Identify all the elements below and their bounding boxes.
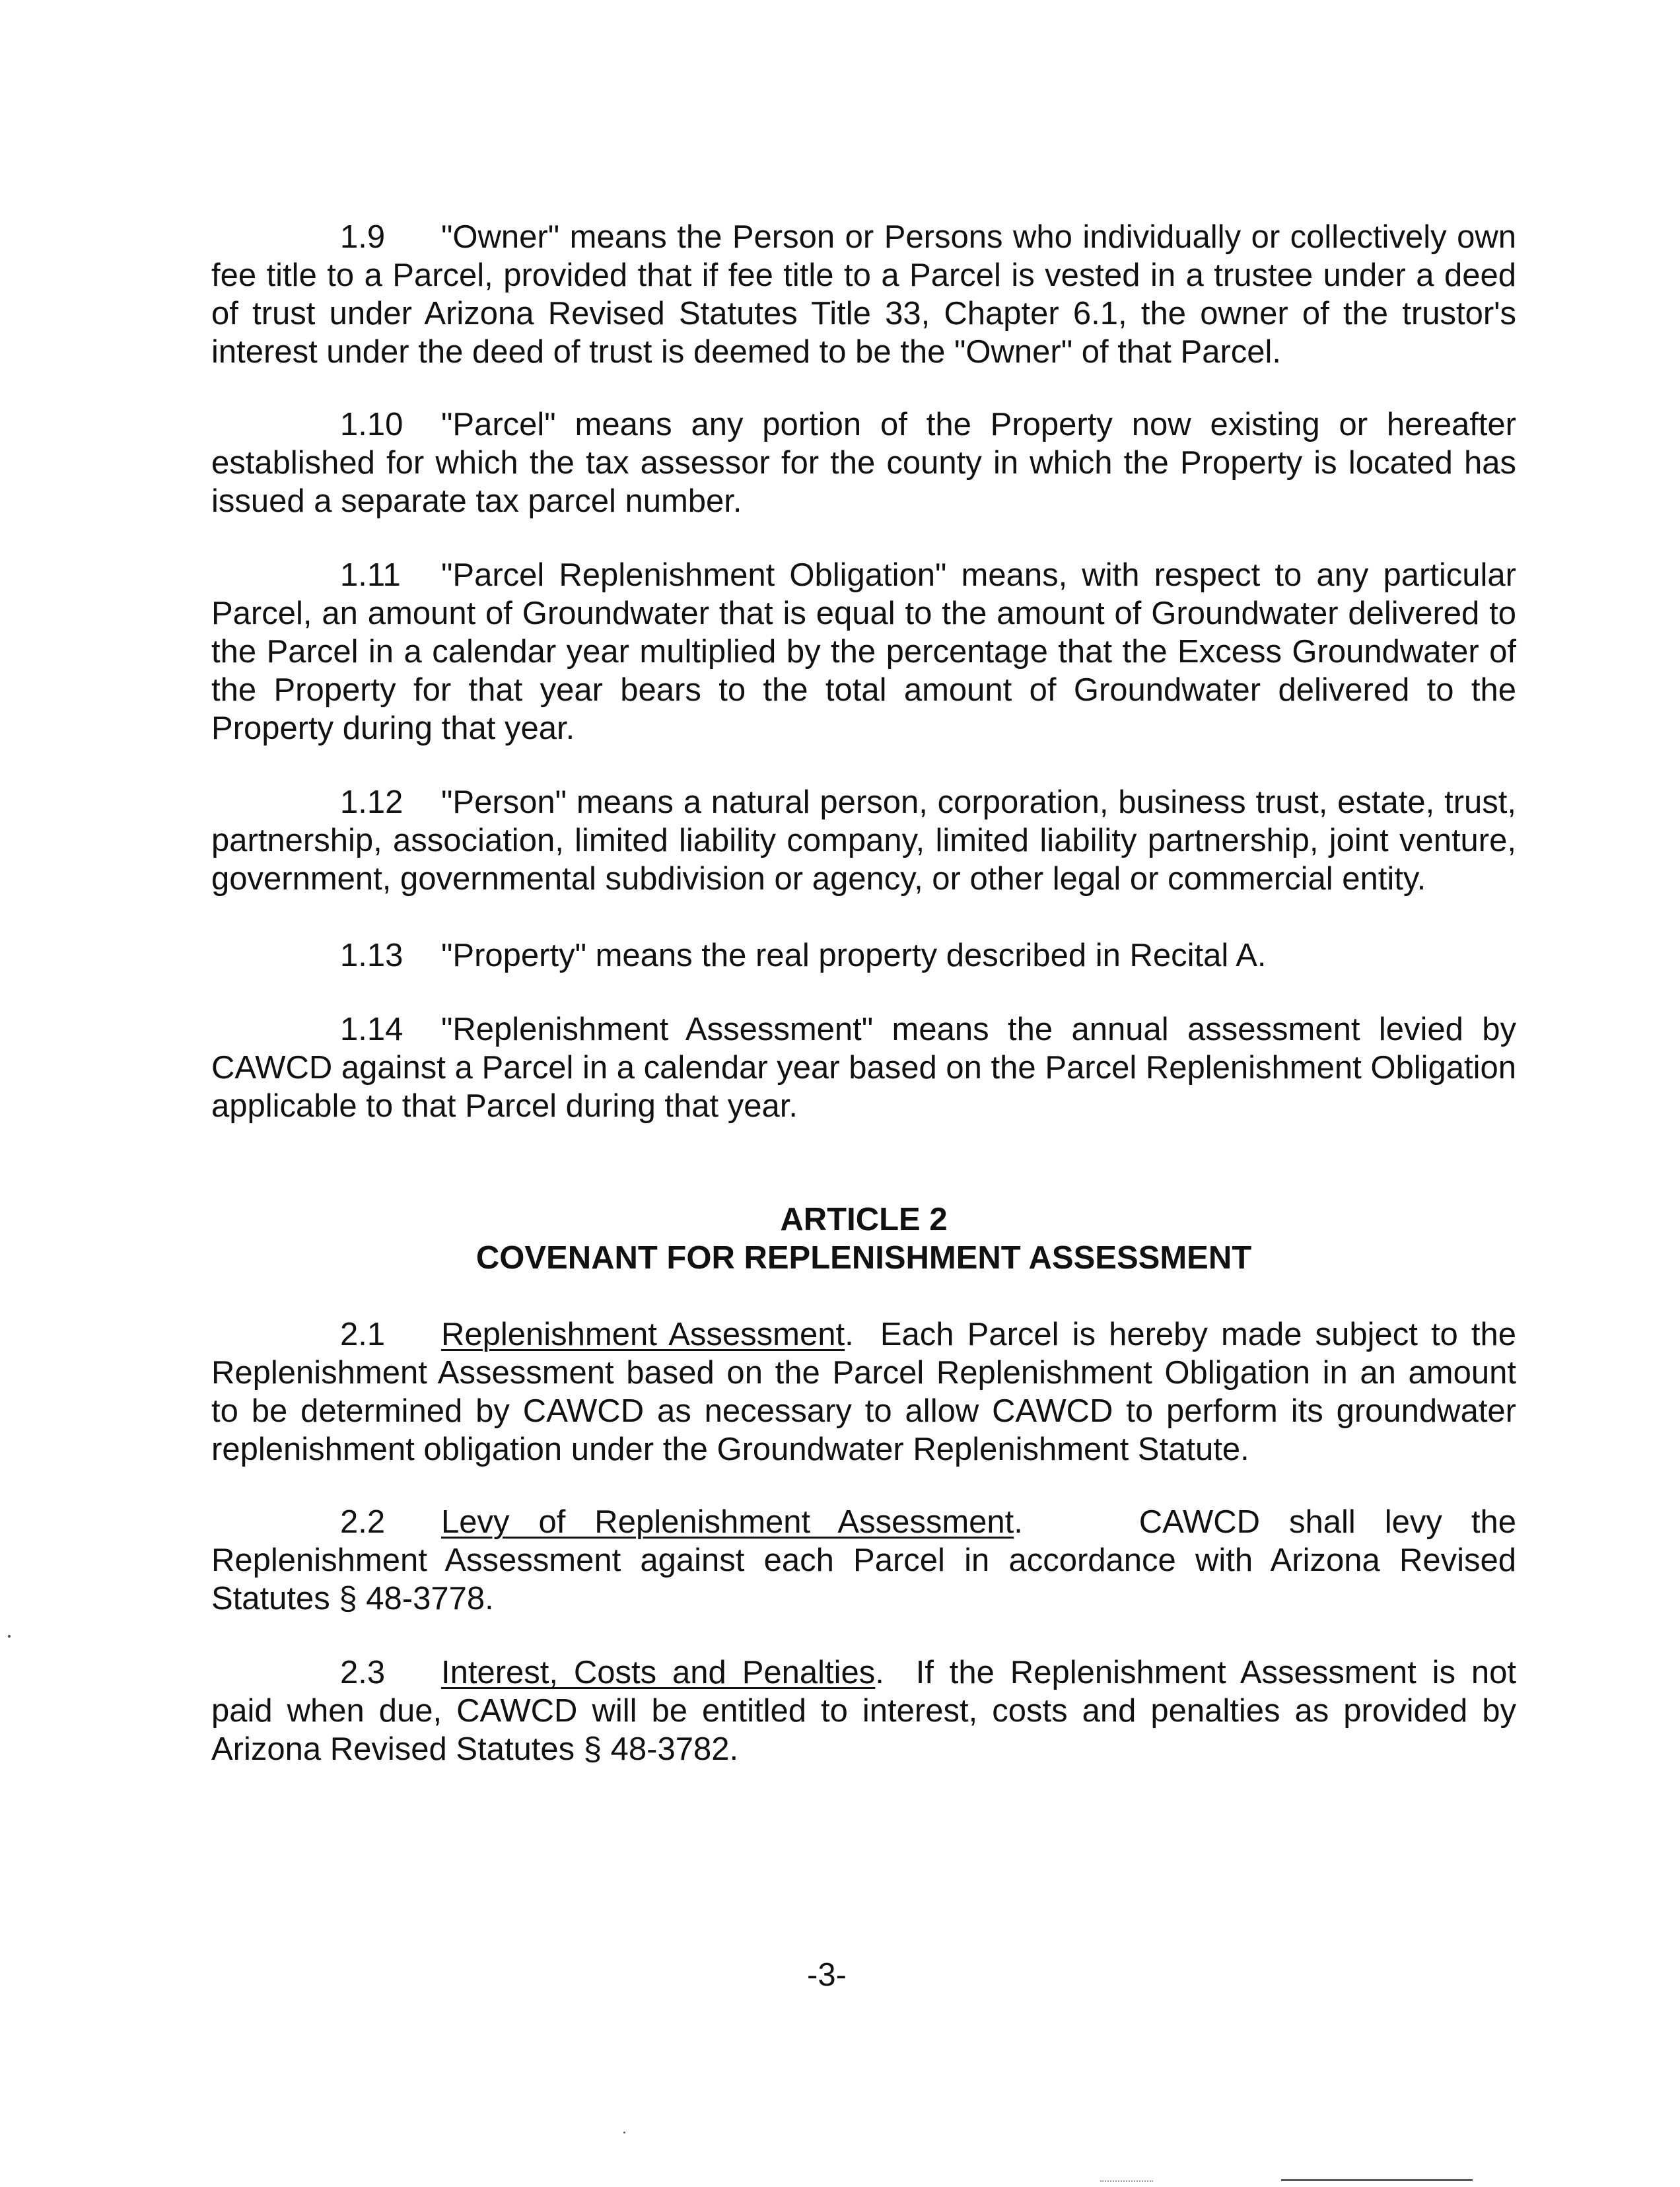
paragraph-text: "Replenishment Assessment" means the annual assessment levied by CAWCD against a Parcel in a calendar year based on the Parcel Replenishment Obligation applicable to that Parcel during that year.	[211, 1012, 1516, 1124]
paragraph-number: 1.13	[340, 938, 403, 973]
definition-1-13	[211, 936, 1516, 975]
definition-1-9	[211, 218, 1516, 371]
paragraph-text: "Person" means a natural person, corporation, business trust, estate, trust, partnership, association, limited liability company, limited liability partnership, joint venture, government, governmental subdivision or agency, or other legal or commercial entity.	[211, 784, 1516, 897]
scan-speck	[8, 1635, 11, 1638]
definition-1-10	[211, 405, 1516, 520]
section-2-2: 2.2 Levy of Replenishment Assessment. CAWCD shall levy the Replenishment Assessment against each Parcel in accordance with Arizona Revised Statutes § 48-3778.	[211, 1504, 1516, 1616]
paragraph-text: "Parcel Replenishment Obligation" means, with respect to any particular Parcel, an amount of Groundwater that is equal to the amount of Groundwater delivered to the Parcel in a calendar year multiplied by the percentage that the Excess Groundwater of the Property for that year bears to the total amount of Groundwater delivered to the Property during that year.	[211, 557, 1516, 746]
paragraph-number: 1.9	[340, 219, 386, 255]
paragraph-number: 1.11	[340, 557, 401, 593]
definition-1-14	[211, 1010, 1516, 1125]
section-2-3: 2.3 Interest, Costs and Penalties. If the Replenishment Assessment is not paid when due, CAWCD will be entitled to interest, costs and penalties as provided by Arizona Revised Statutes § 48-3782.	[211, 1655, 1517, 1767]
page-number: -3-	[807, 1957, 847, 1993]
section-number: 2.2	[340, 1504, 386, 1540]
section-text: Each Parcel is hereby made subject to the Replenishment Assessment based on the Parcel Replenishment Obligation in an amount to be determined by CAWCD as necessary to allow CAWCD to perform its groundwater replenishment obligation under the Groundwater Replenishment Statute.	[211, 1317, 1517, 1467]
footer-mark	[1100, 2180, 1153, 2183]
paragraph-number: 1.12	[340, 784, 403, 820]
paragraph-text: "Property" means the real property described in Recital A.	[441, 938, 1267, 973]
paragraph-number: 1.14	[340, 1012, 403, 1047]
footer-rule	[1281, 2179, 1473, 2181]
paragraph-text: "Owner" means the Person or Persons who individually or collectively own fee title to a Parcel, provided that if fee title to a Parcel is vested in a trustee under a deed of trust under Arizona Revised Statutes Title 33, Chapter 6.1, the owner of the trustor's interest under the deed of trust is deemed to be the "Owner" of that Parcel.	[211, 219, 1516, 370]
section-text: If the Replenishment Assessment is not paid when due, CAWCD will be entitled to interest, costs and penalties as provided by Arizona Revised Statutes § 48-3782.	[211, 1655, 1517, 1767]
paragraph-number: 1.10	[340, 407, 403, 442]
scan-speck	[623, 2132, 625, 2134]
paragraph-text: "Parcel" means any portion of the Property now existing or hereafter established for which the tax assessor for the county in which the Property is located has issued a separate tax parcel number.	[211, 407, 1516, 519]
section-heading: Levy of Replenishment Assessment	[441, 1504, 1014, 1540]
section-text: CAWCD shall levy the Replenishment Assessment against each Parcel in accordance with Arizona Revised Statutes § 48-3778.	[211, 1504, 1516, 1616]
section-2-1: 2.1 Replenishment Assessment. Each Parcel is hereby made subject to the Replenishment Assessment based on the Parcel Replenishment Obligation in an amount to be determined by CAWCD as necessary to allow CAWCD to perform its groundwater replenishment obligation under the Groundwater Replenishment Statute.	[211, 1317, 1517, 1467]
article-number: ARTICLE 2	[780, 1202, 948, 1237]
article-title: COVENANT FOR REPLENISHMENT ASSESSMENT	[475, 1240, 1252, 1276]
definition-1-11	[211, 556, 1516, 747]
section-number: 2.3	[340, 1655, 386, 1690]
section-heading: Replenishment Assessment	[441, 1317, 845, 1352]
section-heading: Interest, Costs and Penalties	[441, 1655, 876, 1690]
section-number: 2.1	[340, 1317, 386, 1352]
definition-1-12	[211, 783, 1516, 898]
